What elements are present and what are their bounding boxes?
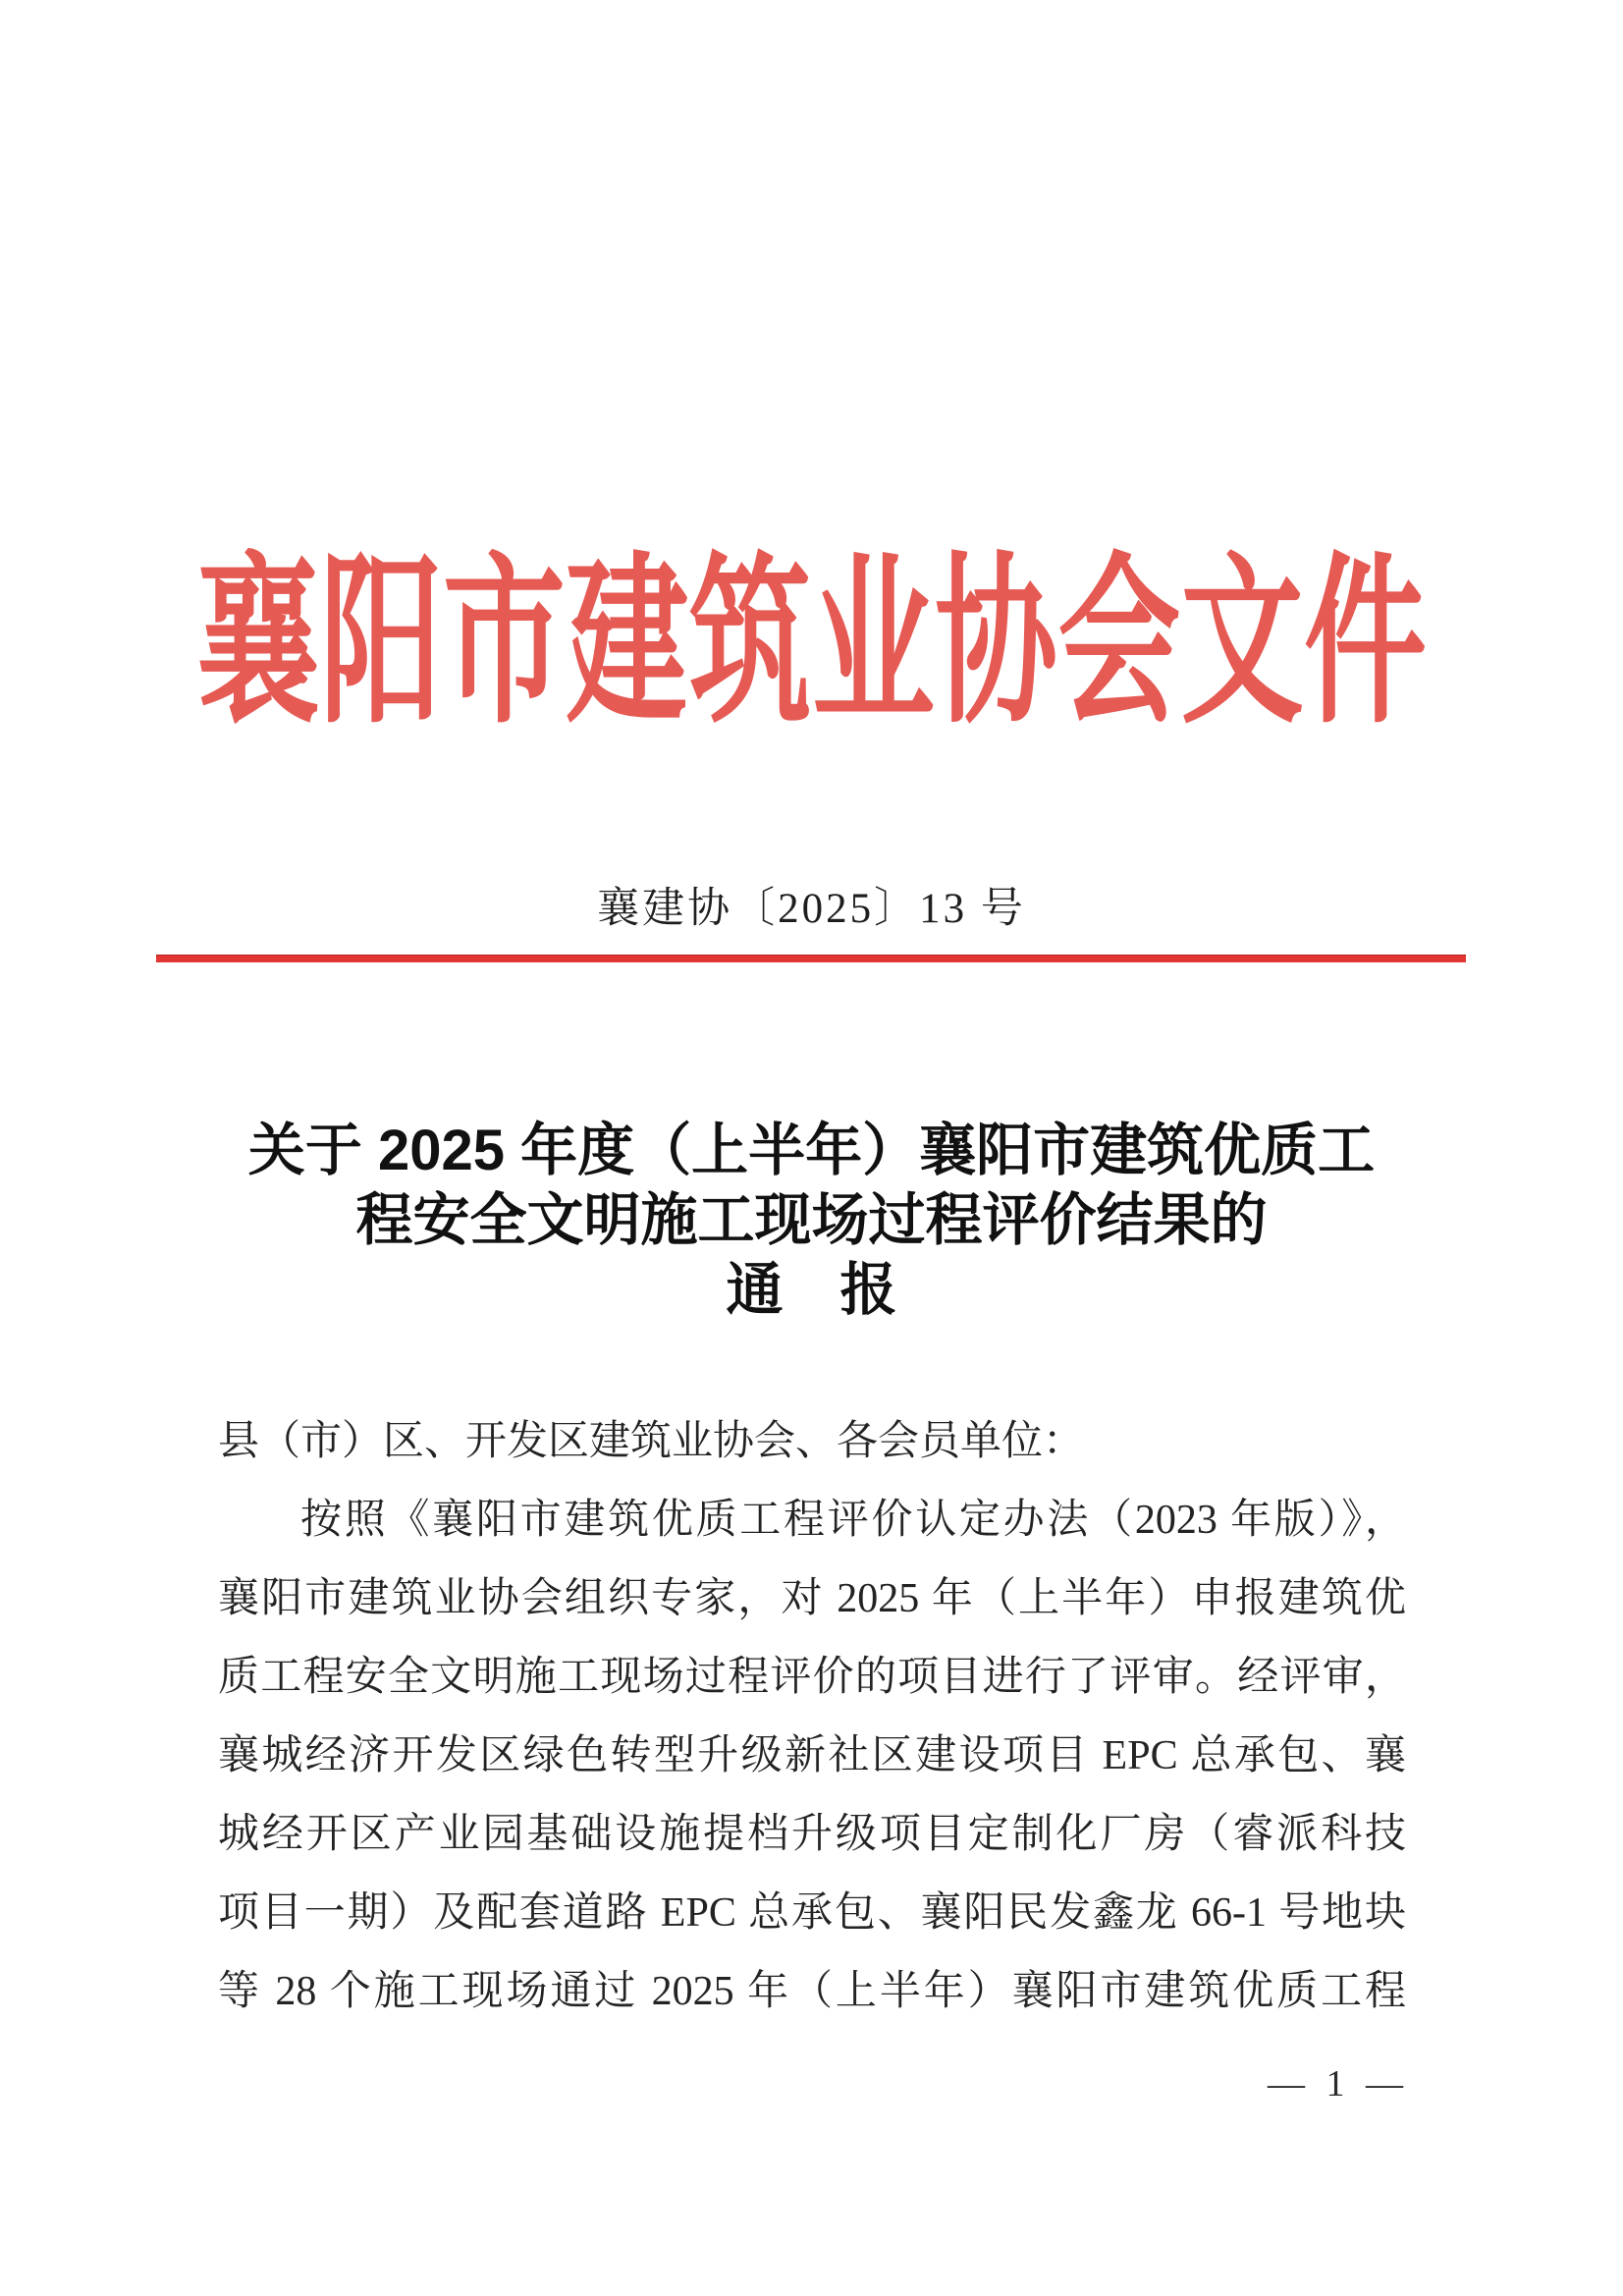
notice-title-line-2: 程安全文明施工现场过程评价结果的 xyxy=(355,1188,1268,1252)
org-title: 襄阳市建筑业协会文件 xyxy=(196,543,1427,745)
notice-title-line-3: 通 报 xyxy=(726,1258,897,1322)
body-line: 等 28 个施工现场通过 2025 年（上半年）襄阳市建筑优质工程 xyxy=(218,1969,1406,2014)
salutation: 县（市）区、开发区建筑业协会、各会员单位： xyxy=(218,1419,1085,1464)
notice-title-line-1: 关于 2025 年度（上半年）襄阳市建筑优质工 xyxy=(247,1119,1376,1182)
notice-title xyxy=(0,1116,1623,1325)
body-line: 城经开区产业园基础设施提档升级项目定制化厂房（睿派科技 xyxy=(218,1812,1406,1857)
doc-number: 襄建协〔2025〕13 号 xyxy=(597,886,1026,932)
red-divider-rule xyxy=(156,955,1466,962)
body-line: 襄阳市建筑业协会组织专家，对 2025 年（上半年）申报建筑优 xyxy=(218,1576,1406,1621)
body-line: 项目一期）及配套道路 EPC 总承包、襄阳民发鑫龙 66-1 号地块 xyxy=(218,1890,1406,1936)
red-header xyxy=(0,543,1623,745)
page-number: — 1 — xyxy=(1268,2063,1409,2105)
notice-body xyxy=(218,1402,1406,2031)
body-line: 按照《襄阳市建筑优质工程评价认定办法（2023 年版）》， xyxy=(300,1498,1406,1543)
body-line: 质工程安全文明施工现场过程评价的项目进行了评审。经评审， xyxy=(218,1655,1406,1700)
body-line: 襄城经济开发区绿色转型升级新社区建设项目 EPC 总承包、襄 xyxy=(218,1733,1406,1778)
